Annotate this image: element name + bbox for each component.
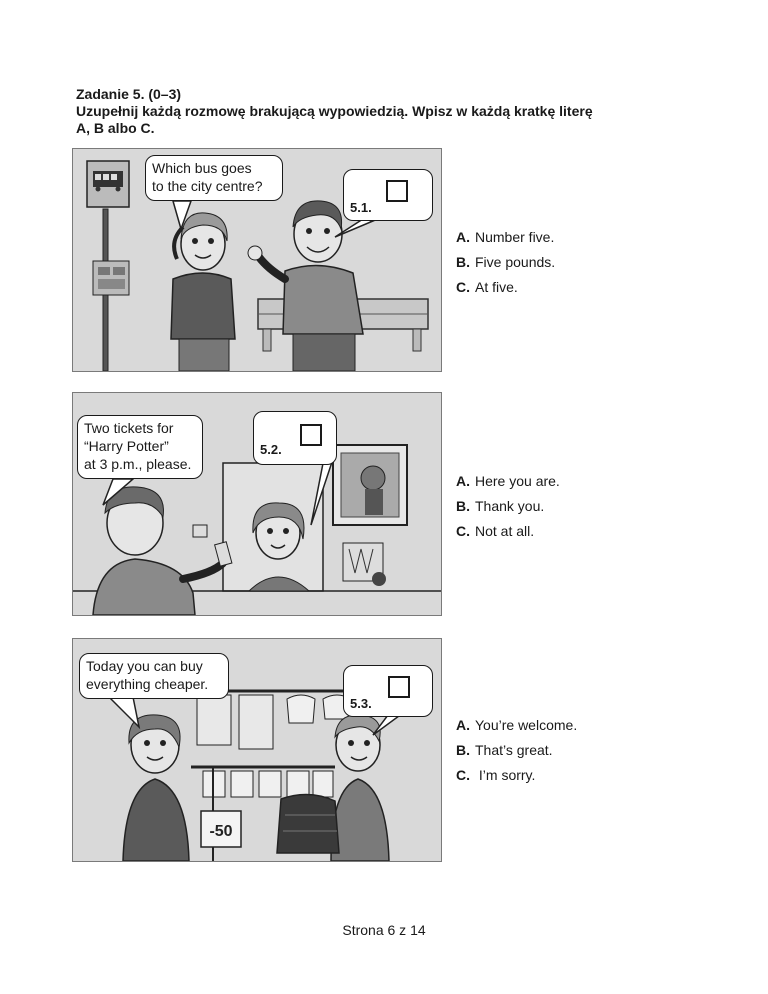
option-key: C. [456,523,470,539]
speech-bubble-5-1 [145,155,283,201]
option-5-2-c [456,522,560,547]
answer-bubble-5-1 [343,169,433,221]
answer-box-5-2[interactable] [300,424,322,446]
option-text: Thank you. [475,498,545,514]
task-header [76,86,696,137]
illustration-bus-stop [72,148,442,372]
answer-bubble-5-2 [253,411,337,465]
question-number-5-3: 5.3. [350,696,372,711]
task-title: Zadanie 5. (0–3) [76,86,182,102]
option-5-1-a [456,228,555,253]
option-5-3-b [456,741,577,766]
option-text: Five pounds. [475,254,556,270]
option-key: A. [456,717,470,733]
option-text: Here you are. [475,473,560,489]
option-5-2-a [456,472,560,497]
answer-bubble-5-3 [343,665,433,717]
option-5-1-b [456,253,555,278]
speech-bubble-5-3 [79,653,229,699]
option-5-3-a [456,716,577,741]
speech-line: “Harry Potter” [84,438,169,454]
option-text: You’re welcome. [475,717,578,733]
answer-box-5-1[interactable] [386,180,408,202]
option-text: I’m sorry. [475,767,536,783]
speech-line: to the city centre? [152,178,263,194]
option-key: C. [456,279,470,295]
option-text: Not at all. [475,523,535,539]
option-5-3-c [456,766,577,791]
speech-line: at 3 p.m., please. [84,456,192,472]
option-text: Number five. [475,229,555,245]
option-key: B. [456,254,470,270]
option-key: C. [456,767,470,783]
option-key: A. [456,229,470,245]
task-instruction-line2: A, B albo C. [76,120,155,136]
option-key: A. [456,473,470,489]
answer-box-5-3[interactable] [388,676,410,698]
options-5-3 [456,716,577,791]
speech-line: Which bus goes [152,160,252,176]
options-5-2 [456,472,560,547]
illustration-clothes-shop [72,638,442,862]
option-text: At five. [475,279,518,295]
question-number-5-2: 5.2. [260,442,282,457]
price-tag-text: -50 [209,823,233,840]
option-5-2-b [456,497,560,522]
question-number-5-1: 5.1. [350,200,372,215]
speech-line: everything cheaper. [86,676,209,692]
speech-line: Two tickets for [84,420,174,436]
task-instruction-line1: Uzupełnij każdą rozmowę brakującą wypowiedzią. Wpisz w każdą kratkę literę [76,103,593,119]
option-key: B. [456,498,470,514]
option-text: That’s great. [475,742,553,758]
speech-line: Today you can buy [86,658,203,674]
option-key: B. [456,742,470,758]
illustration-cinema [72,392,442,616]
speech-bubble-5-2 [77,415,203,479]
option-5-1-c [456,278,555,303]
options-5-1 [456,228,555,303]
page-number: Strona 6 z 14 [342,922,426,938]
